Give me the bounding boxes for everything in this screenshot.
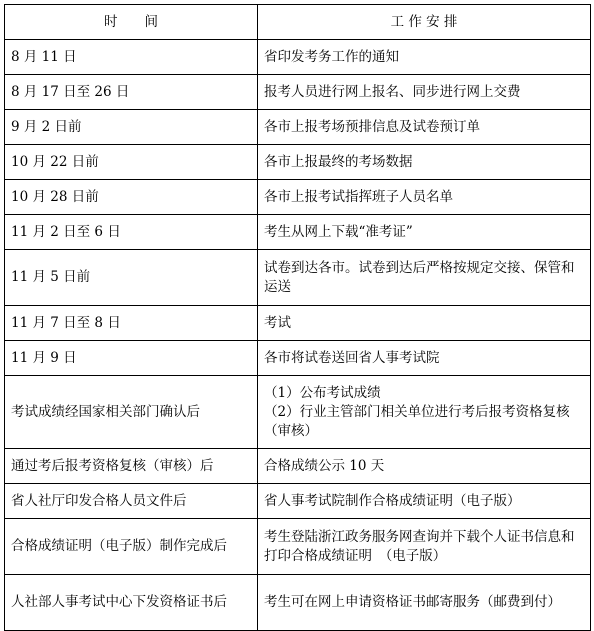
row-time: 11 月 7 日至 8 日 — [5, 306, 258, 341]
header-time: 时 间 — [5, 5, 258, 40]
row-task: 考生可在网上申请资格证书邮寄服务（邮费到付） — [258, 575, 591, 631]
table-row — [5, 376, 591, 449]
table-row — [5, 215, 591, 250]
table-row — [5, 40, 591, 75]
table-header-row — [5, 5, 591, 40]
row-task: 各市上报考试指挥班子人员名单 — [258, 180, 591, 215]
row-time: 11 月 2 日至 6 日 — [5, 215, 258, 250]
row-task: 试卷到达各市。试卷到达后严格按规定交接、保管和运送 — [258, 250, 591, 306]
row-time: 8 月 11 日 — [5, 40, 258, 75]
schedule-table — [4, 4, 591, 631]
row-task: 考试 — [258, 306, 591, 341]
row-task: 报考人员进行网上报名、同步进行网上交费 — [258, 75, 591, 110]
row-task: 各市上报最终的考场数据 — [258, 145, 591, 180]
table-row — [5, 449, 591, 484]
row-time: 省人社厅印发合格人员文件后 — [5, 484, 258, 519]
row-time: 9 月 2 日前 — [5, 110, 258, 145]
row-task: 各市上报考场预排信息及试卷预订单 — [258, 110, 591, 145]
row-time: 通过考后报考资格复核（审核）后 — [5, 449, 258, 484]
row-task: 合格成绩公示 10 天 — [258, 449, 591, 484]
schedule-table-container — [4, 4, 590, 631]
table-row — [5, 145, 591, 180]
table-row — [5, 575, 591, 631]
row-time: 合格成绩证明（电子版）制作完成后 — [5, 519, 258, 575]
table-row — [5, 484, 591, 519]
row-time: 10 月 28 日前 — [5, 180, 258, 215]
table-row — [5, 75, 591, 110]
row-time: 11 月 9 日 — [5, 341, 258, 376]
table-row — [5, 519, 591, 575]
row-task: 各市将试卷送回省人事考试院 — [258, 341, 591, 376]
row-task: 考生登陆浙江政务服务网查询并下载个人证书信息和打印合格成绩证明 （电子版） — [258, 519, 591, 575]
header-task: 工 作 安 排 — [258, 5, 591, 40]
table-row — [5, 306, 591, 341]
table-row — [5, 341, 591, 376]
row-time: 8 月 17 日至 26 日 — [5, 75, 258, 110]
row-time: 考试成绩经国家相关部门确认后 — [5, 376, 258, 449]
row-task: 考生从网上下载“准考证” — [258, 215, 591, 250]
row-time: 11 月 5 日前 — [5, 250, 258, 306]
row-time: 10 月 22 日前 — [5, 145, 258, 180]
table-row — [5, 250, 591, 306]
row-task: 省印发考务工作的通知 — [258, 40, 591, 75]
row-task: 省人事考试院制作合格成绩证明（电子版） — [258, 484, 591, 519]
row-task: （1）公布考试成绩 （2）行业主管部门相关单位进行考后报考资格复核（审核） — [258, 376, 591, 449]
row-time: 人社部人事考试中心下发资格证书后 — [5, 575, 258, 631]
table-row — [5, 180, 591, 215]
table-row — [5, 110, 591, 145]
